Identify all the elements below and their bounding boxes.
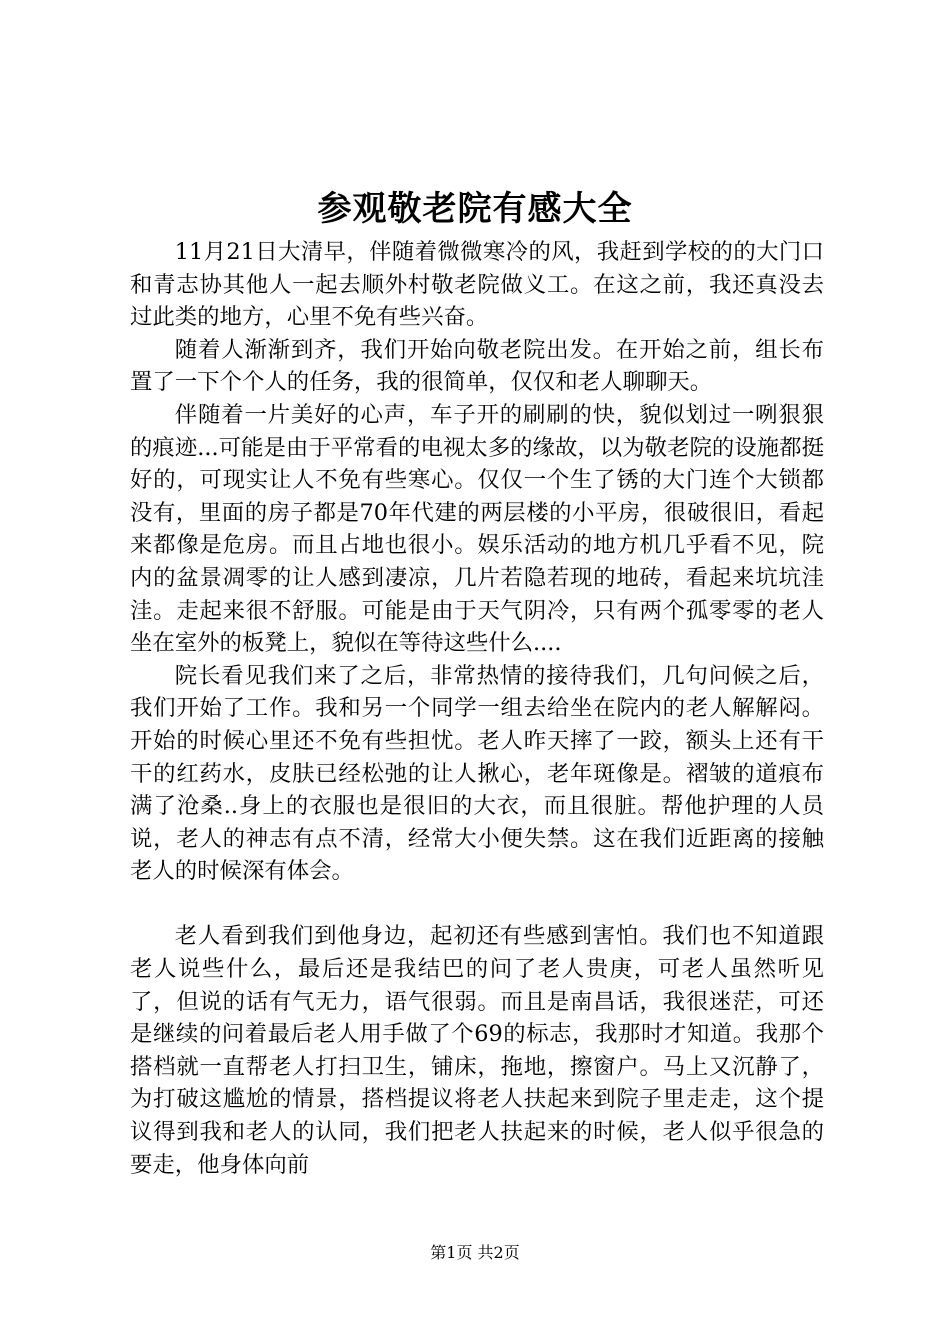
document-body [130,236,824,1181]
page-footer: 第1页 共2页 [430,1243,520,1262]
paragraph-2: 随着人渐渐到齐，我们开始向敬老院出发。在开始之前，组长布置了一下个个人的任务，我的很简单，仅仅和老人聊聊天。 [130,336,824,396]
paragraph-5: 老人看到我们到他身边，起初还有些感到害怕。我们也不知道跟老人说些什么，最后还是我结巴的问了老人贵庚，可老人虽然听见了，但说的话有气无力，语气很弱。而且是南昌话，我很迷茫，可还是继续的问着最后老人用手做了个69的标志，我那时才知道。我那个搭档就一直帮老人打扫卫生，铺床，拖地，擦窗户。马上又沉静了，为打破这尴尬的情景，搭档提议将老人扶起来到院子里走走，这个提议得到我和老人的认同，我们把老人扶起来的时候，老人似乎很急的要走，他身体向前 [130,923,824,1178]
paragraph-4: 院长看见我们来了之后，非常热情的接待我们，几句问候之后，我们开始了工作。我和另一个同学一组去给坐在院内的老人解解闷。开始的时候心里还不免有些担忧。老人昨天摔了一跤，额头上还有干干的红药水，皮肤已经松弛的让人揪心，老年斑像是。褶皱的道痕布满了沧桑..身上的衣服也是很旧的大衣，而且很脏。帮他护理的人员说，老人的神志有点不清，经常大小便失禁。这在我们近距离的接触老人的时候深有体会。 [130,662,824,885]
document-title: 参观敬老院有感大全 [317,189,633,229]
paragraph-3: 伴随着一片美好的心声，车子开的刷刷的快，貌似划过一咧狠狠的痕迹...可能是由于平常看的电视太多的缘故，以为敬老院的设施都挺好的，可现实让人不免有些寒心。仅仅一个生了锈的大门连个大锁都没有，里面的房子都是70年代建的两层楼的小平房，很破很旧，看起来都像是危房。而且占地也很小。娱乐活动的地方机几乎看不见，院内的盆景凋零的让人感到凄凉，几片若隐若现的地砖，看起来坑坑洼洼。走起来很不舒服。可能是由于天气阴冷，只有两个孤零零的老人坐在室外的板凳上，貌似在等待这些什么.... [130,401,824,657]
paragraph-1: 11月21日大清早，伴随着微微寒冷的风，我赶到学校的的大门口和青志协其他人一起去顺外村敬老院做义工。在这之前，我还真没去过此类的地方，心里不免有些兴奋。 [130,239,824,331]
